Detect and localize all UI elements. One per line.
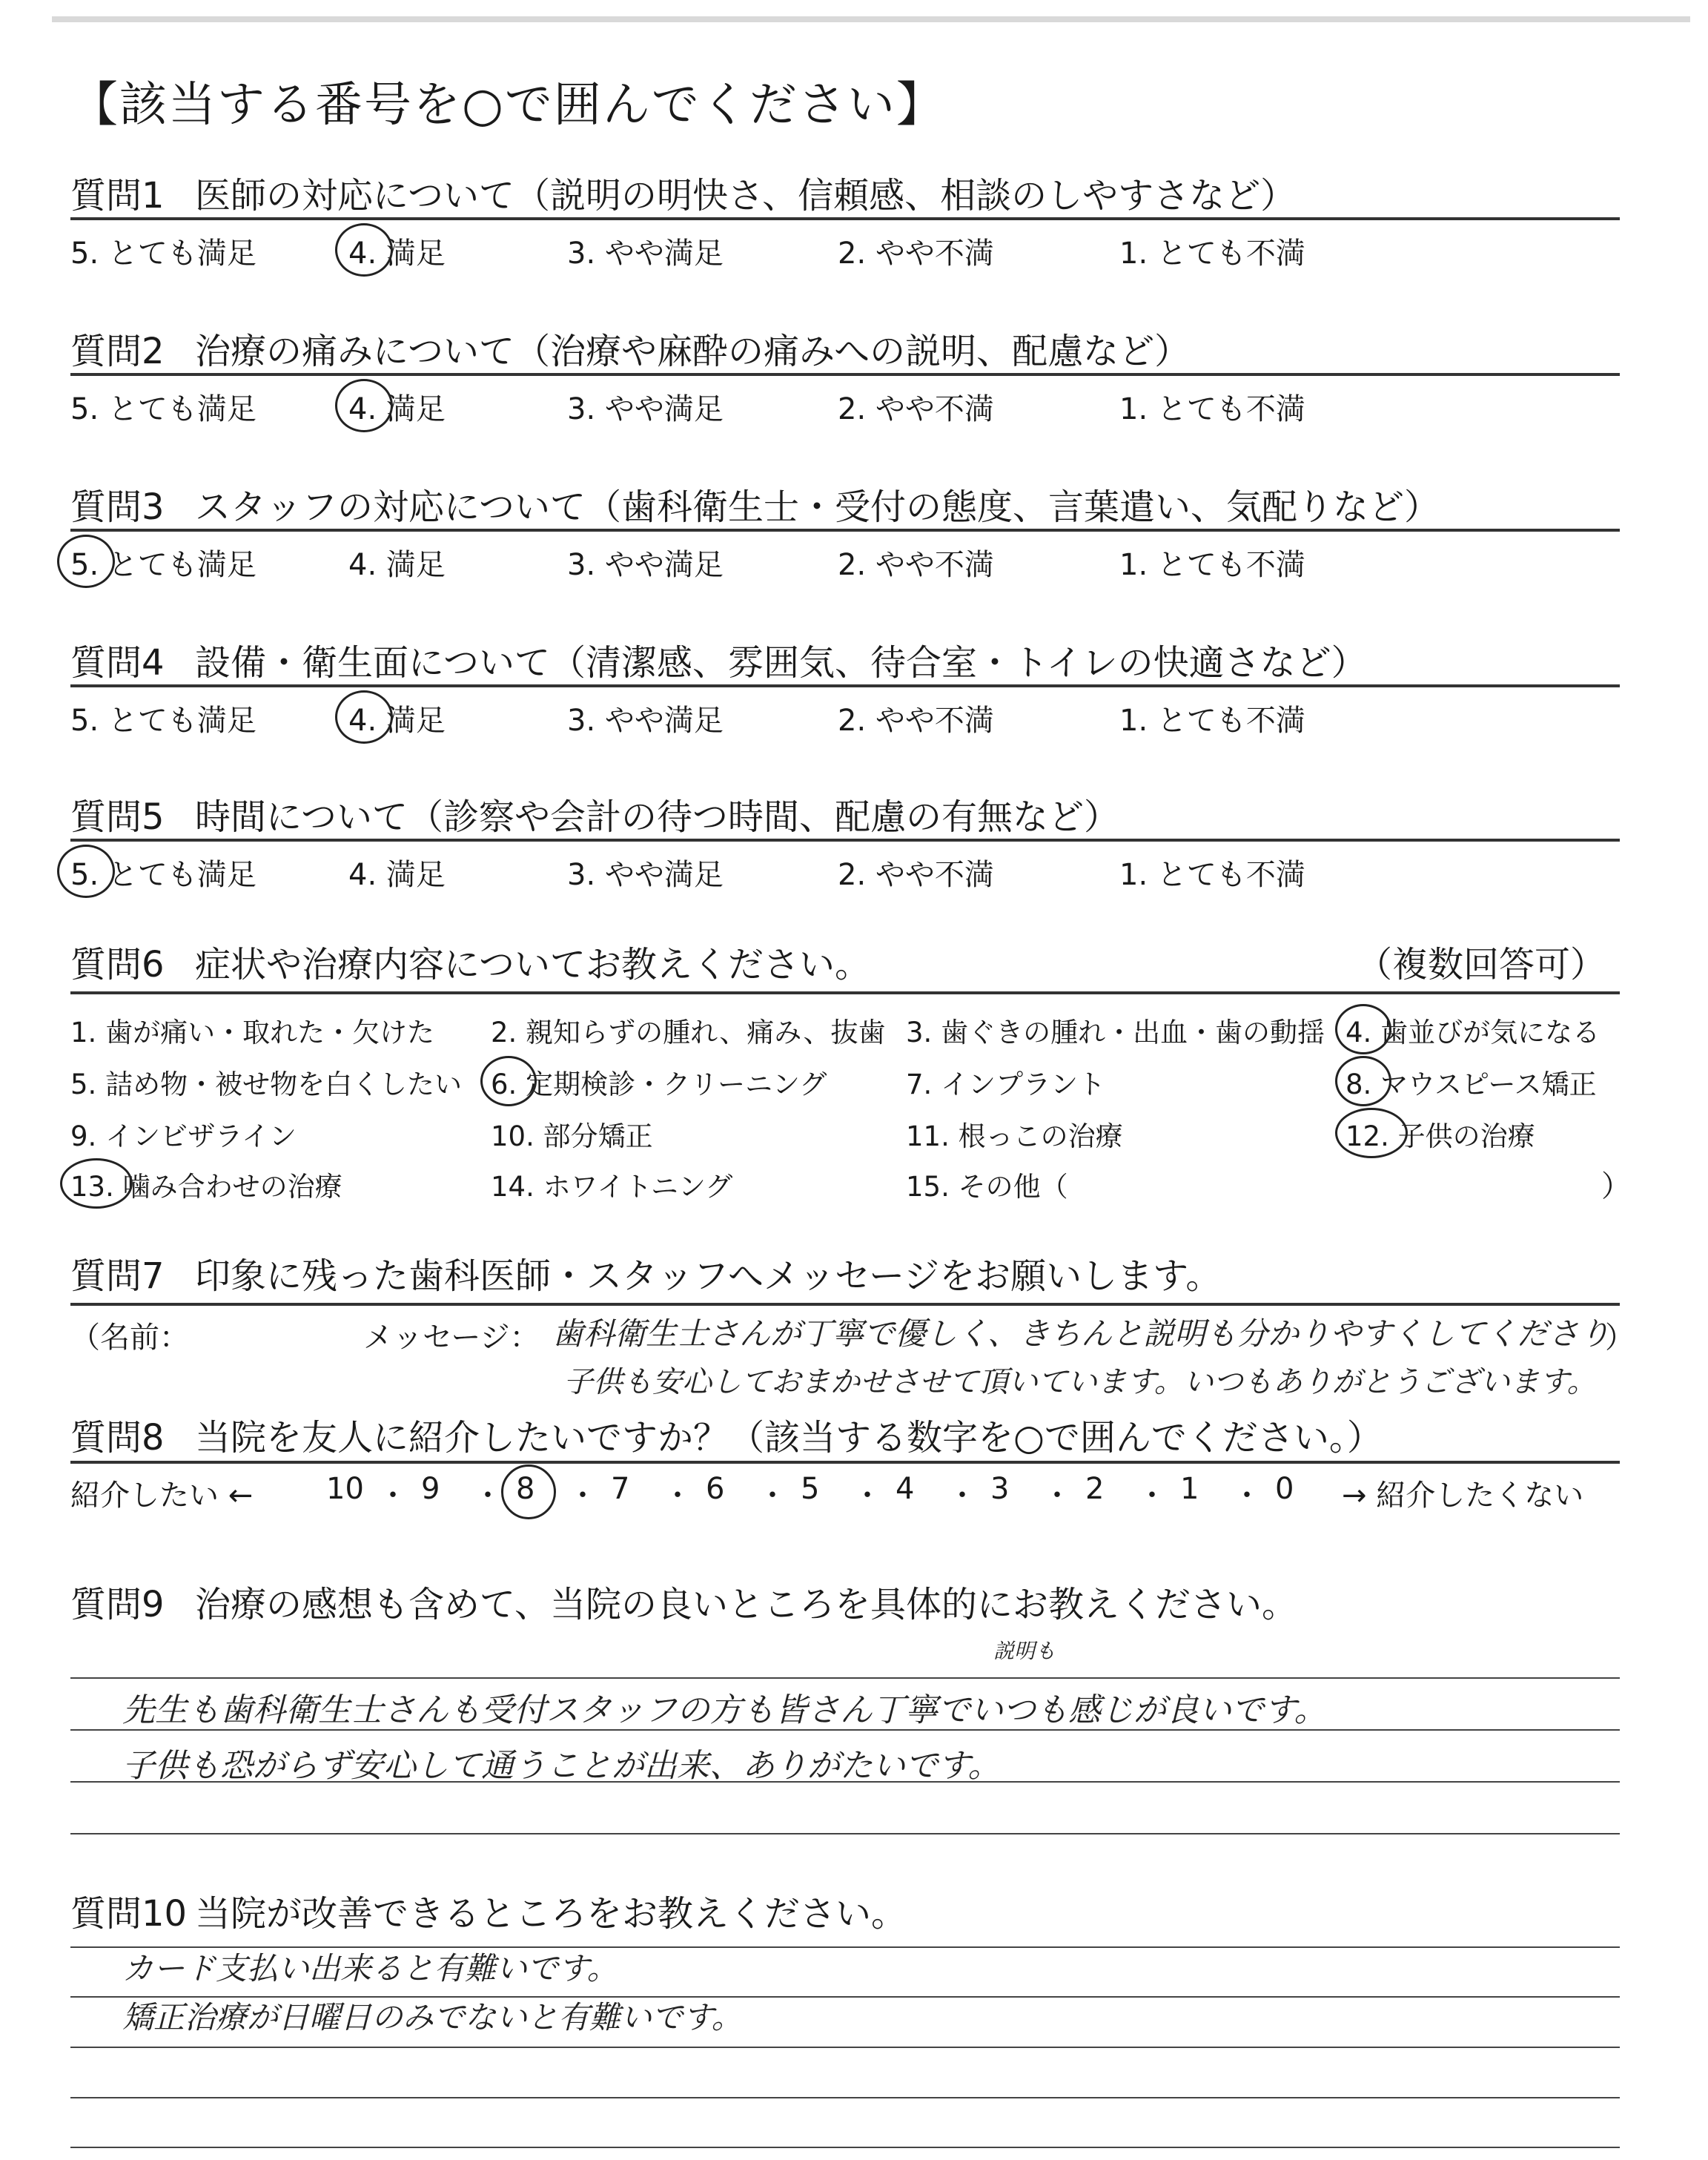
- q8-scale-1[interactable]: 1: [1180, 1472, 1199, 1506]
- q6-option-1[interactable]: 1. 歯が痛い・取れた・欠けた: [70, 1017, 435, 1048]
- q3-option-3[interactable]: 3. やや満足: [567, 548, 724, 582]
- q6-option-3[interactable]: 3. 歯ぐきの腫れ・出血・歯の動揺: [906, 1017, 1325, 1048]
- q6-option-4[interactable]: 4. 歯並びが気になる: [1345, 1017, 1601, 1048]
- q6-option-12[interactable]: 12. 子供の治療: [1345, 1120, 1535, 1152]
- q8-scale-7[interactable]: 7: [611, 1472, 630, 1506]
- q5-heading: [70, 788, 1119, 839]
- q5-option-2[interactable]: 2. やや不満: [838, 858, 994, 892]
- q7-message-line2: 子供も安心しておまかせさせて頂いています。いつもありがとうございます。: [563, 1365, 1597, 1399]
- q6-selection-circle-12: [1335, 1108, 1408, 1158]
- q4-option-4[interactable]: 4. 満足: [348, 704, 446, 738]
- q6-option-2[interactable]: 2. 親知らずの腫れ、痛み、抜歯: [491, 1017, 886, 1048]
- q8-scale-10[interactable]: 10: [326, 1472, 364, 1506]
- q5-option-4[interactable]: 4. 満足: [348, 858, 446, 892]
- q2-text: 治療の痛みについて（治療や麻酔の痛みへの説明、配慮など）: [195, 331, 1191, 372]
- q4-heading: [70, 634, 1367, 685]
- q6-option-14[interactable]: 14. ホワイトニング: [491, 1171, 733, 1203]
- q1-number: 質問1: [70, 175, 165, 217]
- q2-heading: [70, 323, 1190, 374]
- q8-scale-separator: ・: [473, 1479, 503, 1513]
- q6-option-7[interactable]: 7. インプラント: [906, 1069, 1106, 1100]
- q2-rule: [70, 373, 1620, 376]
- q3-option-1[interactable]: 1. とても不満: [1119, 548, 1305, 582]
- q6-note: （複数回答可）: [1357, 944, 1606, 985]
- q8-right-label: → 紹介したくない: [1342, 1479, 1584, 1513]
- q3-heading: [70, 478, 1440, 529]
- q7-rule: [70, 1303, 1620, 1306]
- q10-answer-line1: カード支払い出来ると有難いです。: [122, 1950, 618, 1986]
- q1-option-2[interactable]: 2. やや不満: [838, 237, 994, 271]
- q1-rule: [70, 217, 1620, 220]
- q8-heading: [70, 1409, 1383, 1460]
- q6-option-5[interactable]: 5. 詰め物・被せ物を白くしたい: [70, 1069, 463, 1100]
- q6-selection-circle-8: [1335, 1056, 1391, 1106]
- q8-scale-5[interactable]: 5: [801, 1472, 820, 1506]
- q6-option-9[interactable]: 9. インビザライン: [70, 1120, 297, 1152]
- q7-close-paren: ）: [1605, 1321, 1635, 1355]
- q5-text: 時間について（診察や会計の待つ時間、配慮の有無など）: [195, 796, 1120, 838]
- q2-option-1[interactable]: 1. とても不満: [1119, 392, 1305, 426]
- q4-option-3[interactable]: 3. やや満足: [567, 704, 724, 738]
- q8-scale-9[interactable]: 9: [421, 1472, 440, 1506]
- q8-number: 質問8: [70, 1417, 165, 1459]
- q3-number: 質問3: [70, 486, 165, 528]
- q8-scale-separator: ・: [758, 1479, 787, 1513]
- q8-scale-6[interactable]: 6: [706, 1472, 725, 1506]
- q8-scale-separator: ・: [663, 1479, 692, 1513]
- q4-number: 質問4: [70, 642, 165, 684]
- q1-selection-circle: [335, 223, 393, 277]
- q6-option-10[interactable]: 10. 部分矯正: [491, 1120, 653, 1152]
- q8-scale-2[interactable]: 2: [1085, 1472, 1105, 1506]
- q6-option-13[interactable]: 13. 噛み合わせの治療: [70, 1171, 342, 1203]
- q8-scale-separator: ・: [1232, 1479, 1262, 1513]
- q7-number: 質問7: [70, 1255, 165, 1297]
- q8-scale-0[interactable]: 0: [1275, 1472, 1294, 1506]
- q8-scale-separator: ・: [1137, 1479, 1167, 1513]
- q10-text: 当院が改善できるところをお教えください。: [195, 1893, 907, 1935]
- q5-selection-circle: [57, 845, 115, 898]
- q8-scale-separator: ・: [1042, 1479, 1072, 1513]
- q4-text: 設備・衛生面について（清潔感、雰囲気、待合室・トイレの快適さなど）: [195, 642, 1367, 684]
- q1-option-5[interactable]: 5. とても満足: [70, 237, 256, 271]
- q7-text: 印象に残った歯科医師・スタッフへメッセージをお願いします。: [195, 1255, 1222, 1297]
- q10-heading: [70, 1885, 907, 1936]
- q8-scale-separator: ・: [947, 1479, 977, 1513]
- q6-selection-circle-6: [480, 1056, 537, 1106]
- q1-option-3[interactable]: 3. やや満足: [567, 237, 724, 271]
- q6-text: 症状や治療内容についてお教えください。: [195, 944, 871, 985]
- q9-line-4: [70, 1833, 1620, 1834]
- q6-selection-circle-13: [60, 1158, 133, 1209]
- q3-text: スタッフの対応について（歯科衛生士・受付の態度、言葉遣い、気配りなど）: [195, 486, 1440, 528]
- q8-scale-separator: ・: [378, 1479, 408, 1513]
- q8-left-label: 紹介したい ←: [70, 1479, 254, 1513]
- q2-option-3[interactable]: 3. やや満足: [567, 392, 724, 426]
- q5-option-1[interactable]: 1. とても不満: [1119, 858, 1305, 892]
- q7-message-line1: 歯科衛生士さんが丁寧で優しく、きちんと説明も分かりやすくしてくださり: [552, 1315, 1611, 1352]
- q6-heading: [70, 936, 870, 987]
- q8-scale-3[interactable]: 3: [990, 1472, 1010, 1506]
- q8-text: 当院を友人に紹介したいですか？（該当する数字を○で囲んでください。）: [195, 1417, 1383, 1459]
- q1-text: 医師の対応について（説明の明快さ、信頼感、相談のしやすさなど）: [195, 175, 1297, 217]
- q8-scale-separator: ・: [568, 1479, 598, 1513]
- q4-option-5[interactable]: 5. とても満足: [70, 704, 256, 738]
- q9-insert-note: 説明も: [993, 1639, 1056, 1663]
- q9-line-1: [70, 1677, 1620, 1679]
- q9-heading: [70, 1576, 1297, 1627]
- q6-option-8[interactable]: 8. マウスピース矯正: [1345, 1069, 1597, 1100]
- q6-option-15[interactable]: 15. その他（: [906, 1171, 1068, 1203]
- q10-answer-line2: 矯正治療が日曜日のみでないと有難いです。: [122, 1999, 743, 2035]
- q2-selection-circle: [335, 379, 393, 432]
- q1-heading: [70, 167, 1296, 218]
- top-border: [52, 16, 1690, 22]
- q4-selection-circle: [335, 690, 393, 744]
- q8-scale-4[interactable]: 4: [896, 1472, 915, 1506]
- q5-rule: [70, 839, 1620, 842]
- q3-selection-circle: [57, 535, 115, 588]
- q9-text: 治療の感想も含めて、当院の良いところを具体的にお教えください。: [195, 1584, 1298, 1625]
- q7-heading: [70, 1247, 1221, 1298]
- q10-number: 質問10: [70, 1893, 188, 1935]
- page-title: 【該当する番号を○で囲んでください】: [70, 78, 945, 133]
- q1-option-4[interactable]: 4. 満足: [348, 237, 446, 271]
- q2-number: 質問2: [70, 331, 165, 372]
- q8-selection-circle: [501, 1464, 556, 1519]
- q7-message-label: メッセージ：: [363, 1321, 540, 1355]
- q9-number: 質問9: [70, 1584, 165, 1625]
- q5-option-3[interactable]: 3. やや満足: [567, 858, 724, 892]
- q7-name-label: （名前：: [70, 1321, 189, 1355]
- q4-option-1[interactable]: 1. とても不満: [1119, 704, 1305, 738]
- q6-selection-circle-4: [1335, 1004, 1391, 1054]
- q1-option-1[interactable]: 1. とても不満: [1119, 237, 1305, 271]
- q2-option-5[interactable]: 5. とても満足: [70, 392, 256, 426]
- q6-number: 質問6: [70, 944, 165, 985]
- q10-line-5: [70, 2147, 1620, 2148]
- q10-line-3: [70, 2047, 1620, 2048]
- q5-number: 質問5: [70, 796, 165, 838]
- q3-option-4[interactable]: 4. 満足: [348, 548, 446, 582]
- q3-option-2[interactable]: 2. やや不満: [838, 548, 994, 582]
- q2-option-4[interactable]: 4. 満足: [348, 392, 446, 426]
- q9-answer-line1: 先生も歯科衛生士さんも受付スタッフの方も皆さん丁寧でいつも感じが良いです。: [122, 1691, 1327, 1729]
- q5-option-5[interactable]: 5. とても満足: [70, 858, 256, 892]
- q4-rule: [70, 684, 1620, 687]
- q2-option-2[interactable]: 2. やや不満: [838, 392, 994, 426]
- q8-scale-separator: ・: [853, 1479, 882, 1513]
- q8-scale-8[interactable]: 8: [516, 1472, 535, 1506]
- q6-close-paren: ）: [1601, 1169, 1631, 1203]
- q3-option-5[interactable]: 5. とても満足: [70, 548, 256, 582]
- q8-rule: [70, 1461, 1620, 1464]
- q3-rule: [70, 529, 1620, 532]
- q4-option-2[interactable]: 2. やや不満: [838, 704, 994, 738]
- q9-answer-line2: 子供も恐がらず安心して通うことが出来、ありがたいです。: [122, 1747, 1001, 1785]
- q6-rule: [70, 991, 1620, 994]
- q6-option-6[interactable]: 6. 定期検診・クリーニング: [491, 1069, 827, 1100]
- q10-line-4: [70, 2097, 1620, 2098]
- q6-option-11[interactable]: 11. 根っこの治療: [906, 1120, 1123, 1152]
